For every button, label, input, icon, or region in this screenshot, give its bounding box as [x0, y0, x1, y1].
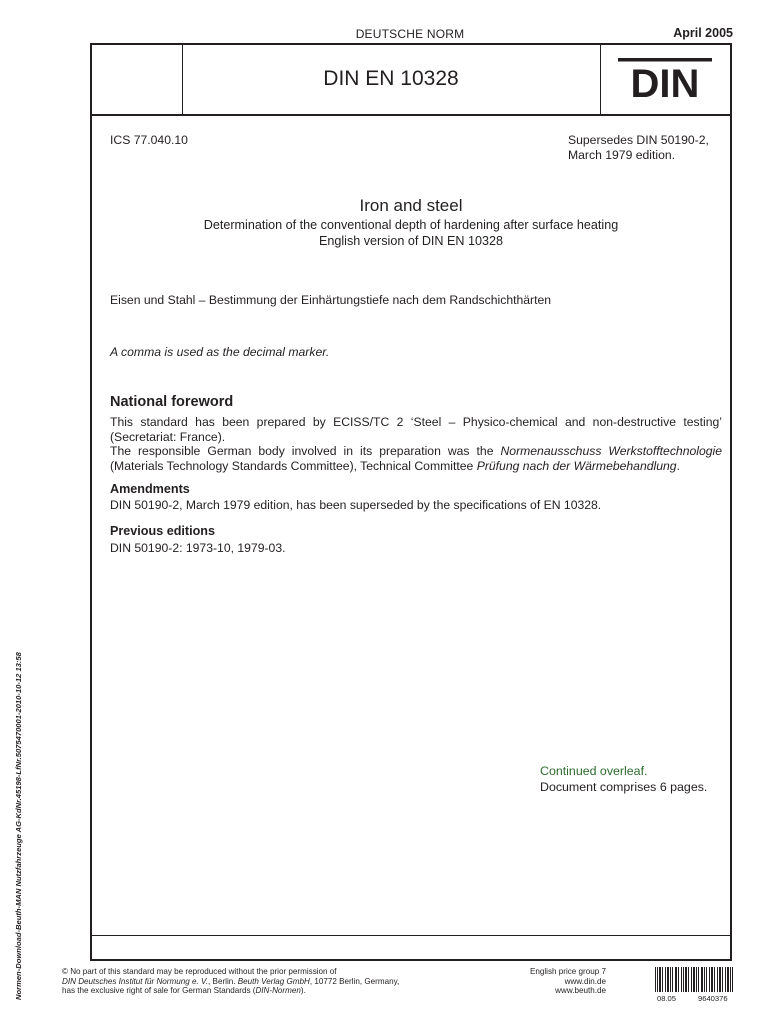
subtitle-line-2: English version of DIN EN 10328: [318, 234, 504, 248]
subtitle-line-1: Determination of the conventional depth of hardening after surface heating: [203, 218, 619, 232]
committee-name: Normenausschuss Werkstofftechnologie: [500, 444, 722, 458]
copyright-text: ).: [300, 986, 306, 996]
supersedes-note: [568, 133, 728, 163]
document-subtitle: [92, 217, 730, 249]
amendments-heading: Amendments: [110, 482, 190, 496]
copyright-text: has the exclusive right of sale for German Standards (: [62, 986, 256, 996]
decimal-marker-note: A comma is used as the decimal marker.: [110, 345, 330, 359]
din-normen-label: DIN-Normen: [255, 986, 301, 996]
document-title: Iron and steel: [359, 196, 463, 215]
copyright-notice: [62, 967, 482, 996]
previous-editions-text: DIN 50190-2: 1973-10, 1979-03.: [110, 541, 286, 555]
beuth-website-link[interactable]: www.beuth.de: [555, 986, 606, 996]
din-logo-text: DIN: [630, 62, 700, 102]
national-foreword-heading: National foreword: [110, 394, 234, 410]
page-count-note: Document comprises 6 pages.: [540, 780, 708, 794]
header-box: [92, 45, 730, 116]
din-logo: [618, 58, 712, 102]
national-foreword-body: [110, 415, 722, 473]
copyright-text: , Berlin.: [208, 976, 238, 986]
barcode: [655, 967, 733, 992]
continued-overleaf-note: Continued overleaf.: [540, 764, 648, 778]
supersedes-line-2: March 1979 edition.: [568, 148, 676, 162]
foreword-text: .: [676, 458, 680, 473]
din-institute-name: DIN Deutsches Institut für Normung e. V.: [62, 976, 209, 986]
copyright-text: , 10772 Berlin, Germany,: [309, 976, 400, 986]
download-stamp: Normen-Download-Beuth-MAN Nutzfahrzeuge AG-KdNr.45198-LfNr.5075470001-2010-10-12 13:58: [14, 652, 23, 1000]
supersedes-line-1: Supersedes DIN 50190-2,: [568, 133, 709, 147]
amendments-text: DIN 50190-2, March 1979 edition, has been superseded by the specifications of EN 10328.: [110, 498, 602, 512]
copyright-line-2: [62, 977, 482, 987]
bottom-rule: [92, 935, 730, 936]
german-title: Eisen und Stahl – Bestimmung der Einhärtungstiefe nach dem Randschichthärten: [110, 293, 552, 307]
standard-number: DIN EN 10328: [323, 67, 459, 90]
header-left-cell: [92, 45, 183, 114]
publisher-name: Beuth Verlag GmbH: [237, 976, 310, 986]
price-and-web-info: [490, 967, 606, 996]
document-type-label: DEUTSCHE NORM: [355, 27, 465, 41]
din-website-link[interactable]: www.din.de: [564, 976, 606, 986]
price-group: English price group 7: [529, 967, 606, 976]
ics-code: ICS 77.040.10: [110, 133, 188, 147]
barcode-number: 9640376: [698, 994, 728, 1003]
foreword-text: (Materials Technology Standards Committee), Technical Committee: [110, 458, 477, 473]
barcode-date-code: 08.05: [657, 994, 677, 1003]
foreword-text: The responsible German body involved in its preparation was the: [110, 444, 501, 458]
copyright-line-3: [62, 986, 482, 996]
copyright-line-1: © No part of this standard may be reproduced without the prior permission of: [62, 967, 337, 976]
foreword-paragraph-2: [110, 444, 722, 473]
issue-date: April 2005: [673, 26, 733, 40]
foreword-paragraph-1: This standard has been prepared by ECISS/TC 2 ‘Steel – Physico-chemical and non-destructive testing’ (Secretariat: France).: [110, 415, 722, 444]
technical-committee-name: Prüfung nach der Wärmebehandlung: [476, 458, 677, 473]
previous-editions-heading: Previous editions: [110, 524, 215, 538]
